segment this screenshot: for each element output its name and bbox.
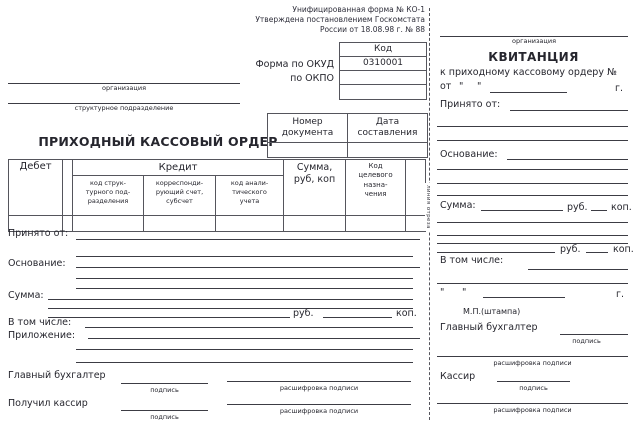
form-approval-note-line3: России от 18.08.98 г. № 88 (319, 24, 425, 34)
code-box-header: Код (340, 43, 426, 57)
receipt-amount-digits-line (437, 252, 555, 253)
blank-line (437, 140, 628, 141)
credit-header: Кредит (73, 160, 284, 176)
receipt-cashier-label: Кассир (440, 371, 476, 382)
received-from-label: Принято от: (8, 228, 69, 239)
form-title: ПРИХОДНЫЙ КАССОВЫЙ ОРДЕР (38, 134, 278, 149)
amount-label: Сумма: (8, 290, 44, 301)
chief-accountant-label: Главный бухгалтер (8, 370, 106, 381)
receipt-date-line (490, 92, 567, 93)
receipt-cashier-signature-line (497, 381, 570, 382)
receipt-cashier-name-line (437, 403, 628, 404)
signature-caption: подпись (150, 386, 179, 394)
credit-subheader-division: код струк- турного под- разделения (73, 176, 144, 216)
cut-line-label: линия отреза (425, 185, 431, 229)
receipt-kopeks-line-2 (586, 252, 608, 253)
receipt-kop-label: коп. (611, 202, 632, 213)
basis-label: Основание: (8, 258, 66, 269)
receipt-title: КВИТАНЦИЯ (488, 50, 579, 64)
receipt-including-label: В том числе: (440, 255, 504, 266)
doc-date-header: Дата составления (348, 114, 428, 143)
organization-label: организация (102, 84, 146, 92)
blank-line (437, 183, 628, 184)
credit-subheader-account: корреспонди- рующий счет, субсчет (144, 176, 216, 216)
close-quote-2: " (462, 287, 467, 298)
receipt-rub-label: руб. (567, 202, 588, 213)
signature-name-caption: расшифровка подписи (493, 359, 572, 367)
receipt-chief-accountant-name-line (437, 356, 628, 357)
department-label: структурное подразделение (74, 104, 174, 112)
receipt-subtitle: к приходному кассовому ордеру № (440, 67, 617, 78)
kop-label: коп. (396, 308, 417, 319)
receipt-kopeks-line (591, 210, 607, 211)
receipt-date-line-2 (483, 297, 565, 298)
credit-subheader-analytic: код анали- тического учета (216, 176, 284, 216)
open-quote: " (459, 81, 464, 92)
receipt-received-from-line (510, 110, 628, 111)
stamp-label: М.П.(штампа) (463, 307, 521, 316)
amount-header: Сумма, руб, коп (284, 160, 346, 216)
okud-label: Форма по ОКУД (255, 59, 334, 70)
receipt-received-from-label: Принято от: (440, 99, 501, 110)
receipt-year-label-2: г. (616, 289, 625, 300)
receipt-basis-line (507, 159, 628, 160)
receipt-organization-label: организация (512, 37, 556, 45)
received-cashier-label: Получил кассир (8, 398, 88, 409)
receipt-amount-line (481, 210, 563, 211)
blank-line (437, 235, 628, 236)
blank-line (437, 222, 628, 223)
open-quote-2: " (440, 287, 445, 298)
receipt-rub-label-2: руб. (560, 244, 581, 255)
rub-label: руб. (293, 308, 314, 319)
signature-caption: подпись (150, 413, 179, 421)
okpo-label: по ОКПО (290, 73, 334, 84)
debit-header: Дебет (9, 160, 63, 216)
signature-name-caption: расшифровка подписи (493, 406, 572, 414)
blank-line (437, 195, 628, 196)
form-approval-note-line2: Утверждена постановлением Госкомстата (255, 14, 425, 24)
blank-line (437, 126, 628, 127)
receipt-year-label: г. (615, 83, 624, 94)
receipt-chief-accountant-signature-line (560, 334, 628, 335)
receipt-kop-label-2: коп. (613, 244, 634, 255)
including-label: В том числе: (8, 317, 72, 328)
receipt-chief-accountant-label: Главный бухгалтер (440, 322, 538, 333)
doc-number-header: Номер документа (268, 114, 348, 143)
receipt-from-label: от (440, 81, 452, 92)
form-approval-note-line1: Унифицированная форма № КО-1 (292, 5, 425, 14)
blank-line (437, 169, 628, 170)
signature-caption: подпись (572, 337, 601, 345)
signature-caption: подпись (519, 384, 548, 392)
purpose-code-header: Код целевого назна- чения (346, 160, 406, 216)
receipt-amount-label: Сумма: (440, 200, 476, 211)
close-quote: " (477, 81, 482, 92)
receipt-basis-label: Основание: (440, 149, 498, 160)
signature-name-caption: расшифровка подписи (279, 407, 359, 415)
receipt-including-line (528, 269, 628, 270)
attachment-label: Приложение: (8, 330, 76, 341)
signature-name-caption: расшифровка подписи (279, 384, 359, 392)
okud-code-value: 0310001 (340, 57, 426, 71)
blank-line (437, 283, 628, 284)
blank-line (437, 243, 628, 244)
